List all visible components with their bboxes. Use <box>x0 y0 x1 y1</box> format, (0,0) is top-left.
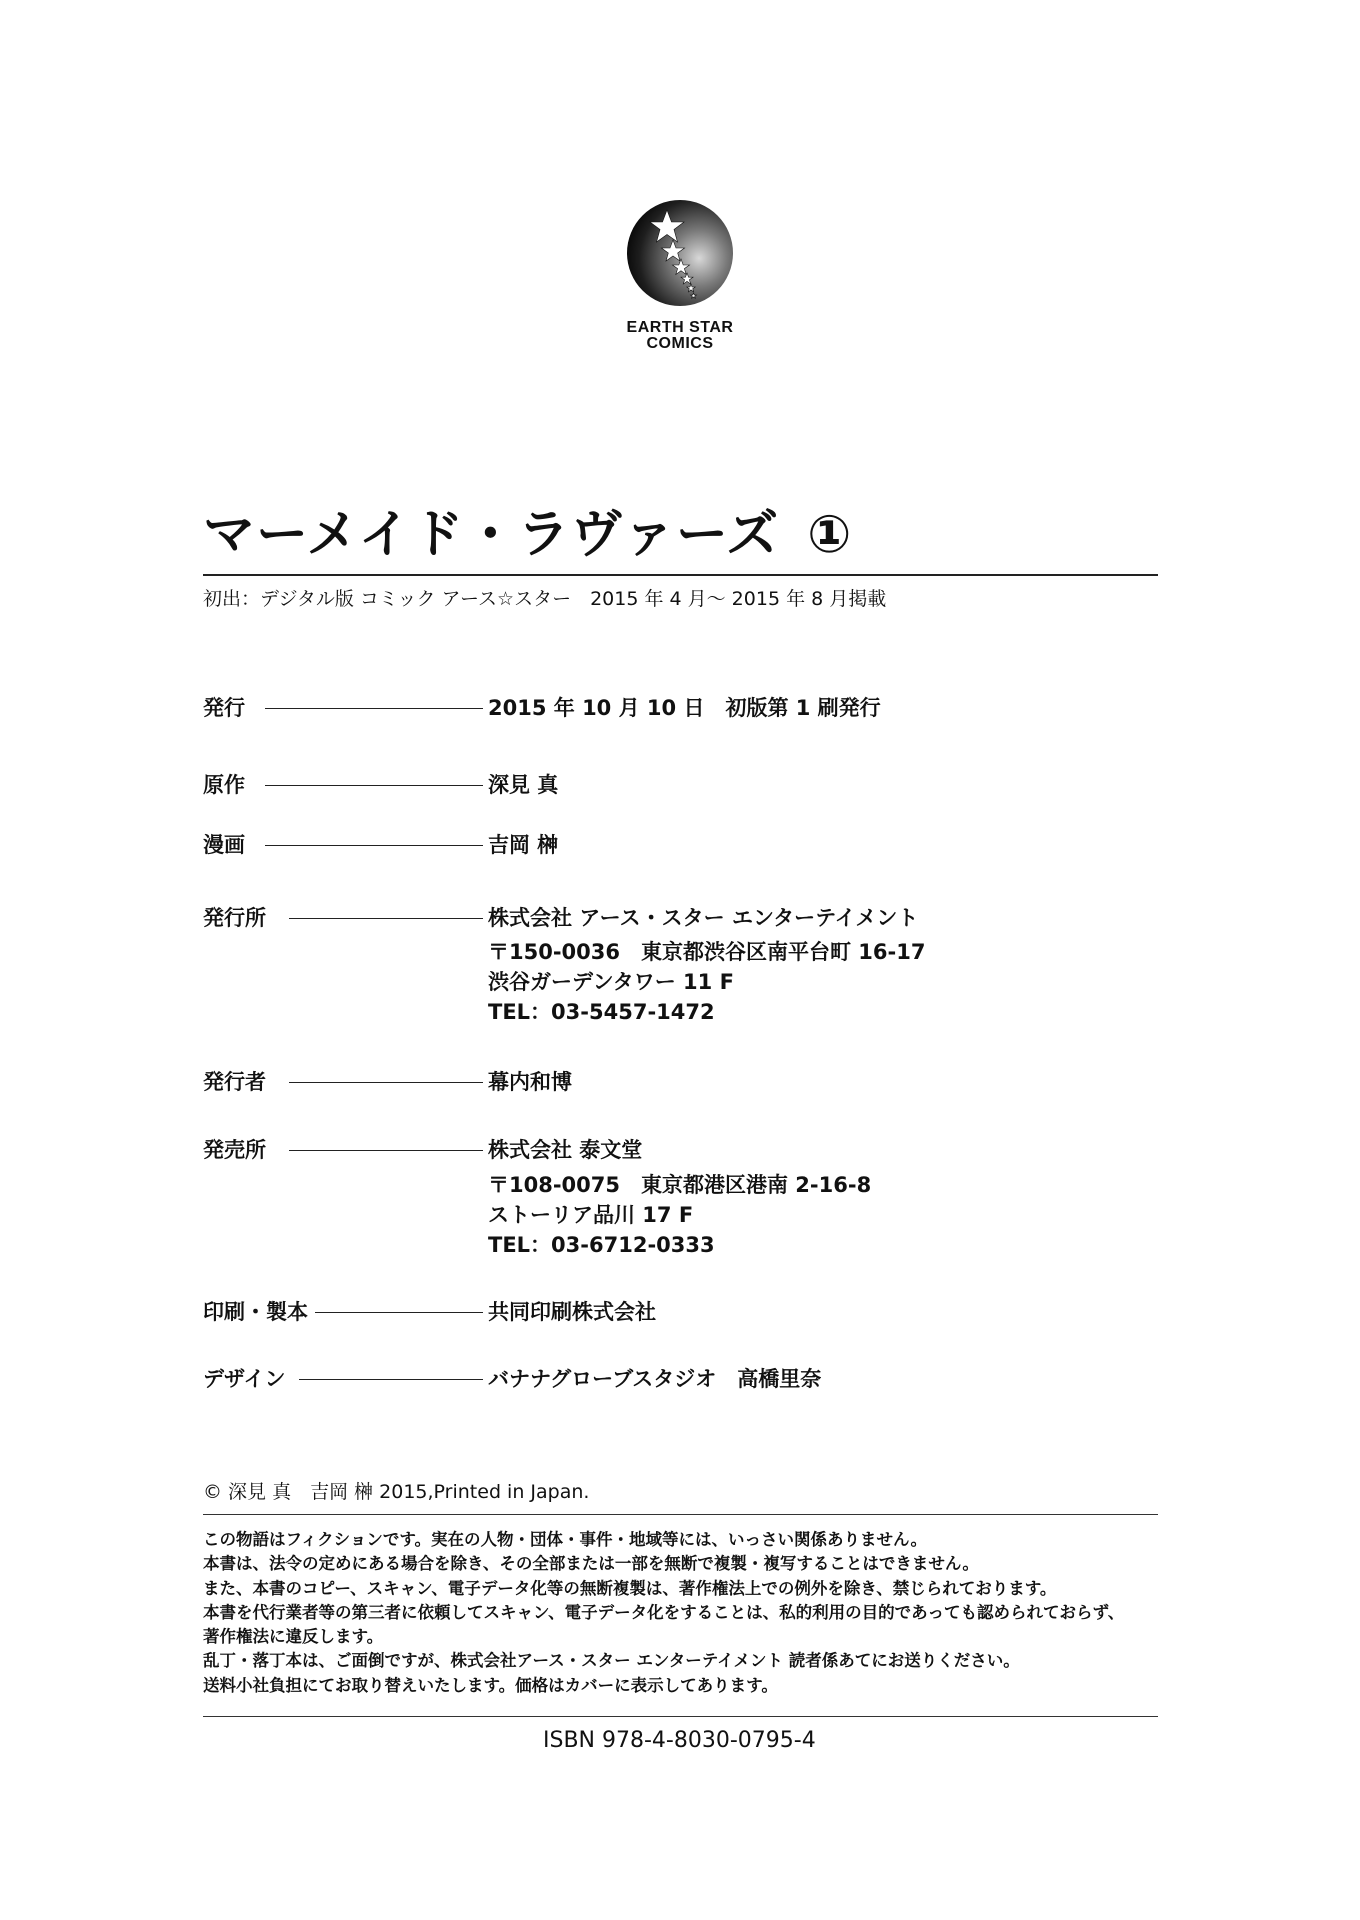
distributor-building: ストーリア品川 17 F <box>488 1203 694 1227</box>
credit-label: 漫画 <box>203 833 245 857</box>
publisher-building: 渋谷ガーデンタワー 11 F <box>488 970 734 994</box>
notice-line: この物語はフィクションです。実在の人物・団体・事件・地域等には、いっさい関係ありません。 <box>203 1530 928 1549</box>
leader-line <box>265 708 483 709</box>
notice-line: 送料小社負担にてお取り替えいたします。価格はカバーに表示してあります。 <box>203 1675 778 1695</box>
title-rule <box>203 574 1158 576</box>
footer-rule-bottom <box>203 1716 1158 1717</box>
logo-line-1: EARTH STAR <box>626 319 734 336</box>
credit-value: 株式会社 泰文堂 <box>488 1138 643 1162</box>
book-title <box>203 502 852 568</box>
leader-line <box>289 1082 483 1083</box>
distributor-phone: TEL：03-6712-0333 <box>488 1233 715 1257</box>
publisher-address: 〒150-0036 東京都渋谷区南平台町 16-17 <box>488 940 926 964</box>
credit-value: 幕内和博 <box>488 1070 572 1094</box>
book-title-text: マーメイド・ラヴァーズ <box>203 505 780 565</box>
credit-label: 原作 <box>203 773 245 797</box>
credit-label: 発行 <box>203 696 245 720</box>
credit-value: 株式会社 アース・スター エンターテイメント <box>488 906 919 930</box>
credit-label: 発行者 <box>203 1070 266 1094</box>
credit-label: 印刷・製本 <box>203 1300 308 1324</box>
notice-line: 本書は、法令の定めにある場合を除き、その全部または一部を無断で複製・複写することはできません。 <box>203 1554 979 1574</box>
notice-line: また、本書のコピー、スキャン、電子データ化等の無断複製は、著作権法上での例外を除き、禁じられております。 <box>203 1578 1057 1598</box>
leader-line <box>315 1312 483 1313</box>
credit-label: 発売所 <box>203 1138 266 1162</box>
credit-label: デザイン <box>203 1367 286 1391</box>
leader-line <box>299 1379 483 1380</box>
legal-notices <box>203 1528 1158 1698</box>
leader-line <box>265 845 483 846</box>
volume-number: ① <box>807 505 853 565</box>
notice-line: 本書を代行業者等の第三者に依頼してスキャン、電子データ化をすることは、私的利用の目的であっても認められておらず、 <box>203 1602 1125 1622</box>
footer-rule-top <box>203 1514 1158 1515</box>
leader-line <box>265 785 483 786</box>
credit-value: 共同印刷株式会社 <box>488 1300 656 1324</box>
notice-line: 著作権法に違反します。 <box>203 1627 384 1647</box>
notice-line: 乱丁・落丁本は、ご面倒ですが、株式会社アース・スター エンターテイメント 読者係あてにお送りください。 <box>203 1651 1020 1671</box>
isbn: ISBN 978-4-8030-0795-4 <box>543 1728 816 1753</box>
leader-line <box>289 918 483 919</box>
credit-value: 深見 真 <box>488 773 559 797</box>
copyright: © 深見 真 吉岡 榊 2015,Printed in Japan. <box>203 1481 590 1503</box>
logo-line-2: COMICS <box>646 335 714 352</box>
publisher-phone: TEL：03-5457-1472 <box>488 1000 715 1024</box>
earth-star-globe-icon <box>625 198 735 308</box>
publisher-logo <box>605 198 755 352</box>
first-publication-note: 初出：デジタル版 コミック アース☆スター 2015 年 4 月～ 2015 年 8 月掲載 <box>203 588 887 610</box>
credit-value: 吉岡 榊 <box>488 833 559 857</box>
leader-line <box>289 1150 483 1151</box>
credit-value: 2015 年 10 月 10 日 初版第 1 刷発行 <box>488 696 881 720</box>
distributor-address: 〒108-0075 東京都港区港南 2-16-8 <box>488 1173 872 1197</box>
credit-value: バナナグローブスタジオ 高橋里奈 <box>488 1367 822 1391</box>
credit-label: 発行所 <box>203 906 266 930</box>
